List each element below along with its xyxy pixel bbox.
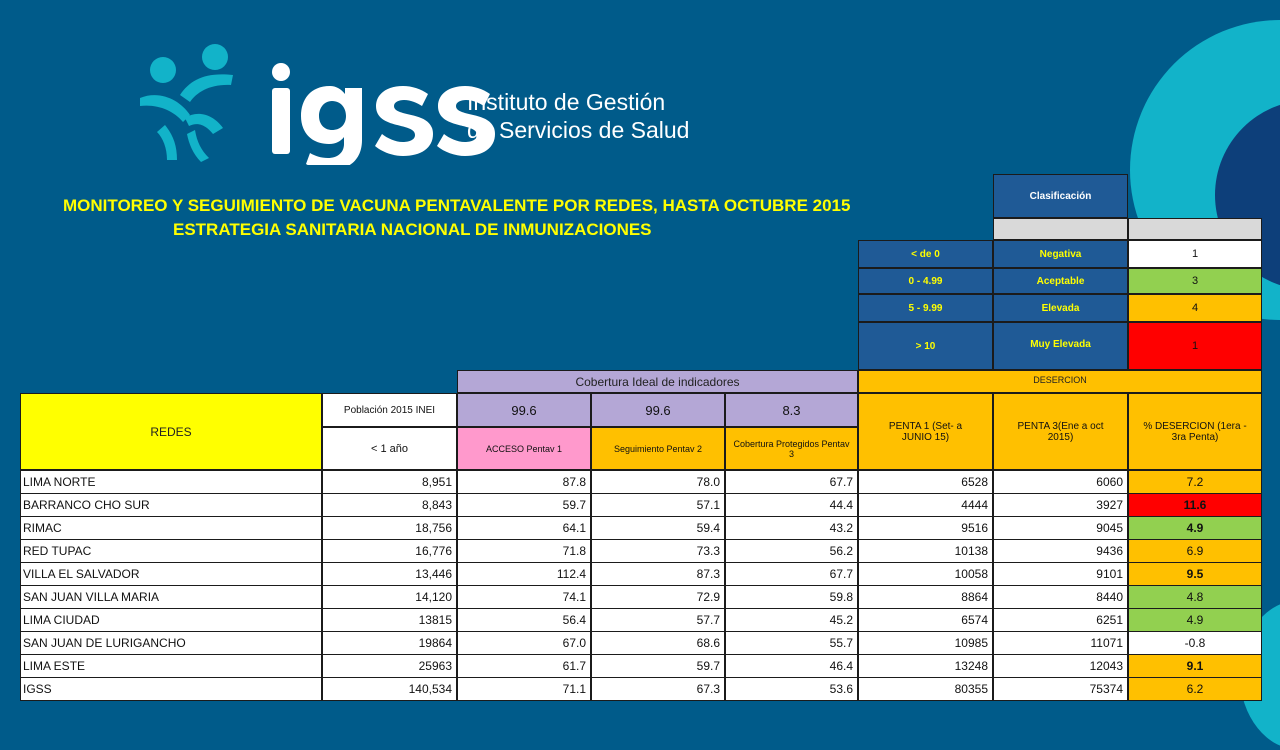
ideal-cobertura: 8.3 xyxy=(725,393,858,427)
table-cell-cobertura: 67.7 xyxy=(725,562,858,586)
table-cell-acceso: 61.7 xyxy=(457,654,591,678)
table-cell-acceso: 71.1 xyxy=(457,677,591,701)
desercion-pct-header: % DESERCION (1era - 3ra Penta) xyxy=(1128,393,1262,470)
table-cell-desercion: 7.2 xyxy=(1128,470,1262,494)
legend-range: > 10 xyxy=(858,322,993,370)
table-cell-acceso: 87.8 xyxy=(457,470,591,494)
table-cell-desercion: 9.1 xyxy=(1128,654,1262,678)
legend-spacer xyxy=(993,218,1128,240)
table-cell-red: IGSS xyxy=(20,677,322,701)
table-cell-seguimiento: 59.7 xyxy=(591,654,725,678)
table-cell-red: LIMA ESTE xyxy=(20,654,322,678)
table-cell-penta3: 9436 xyxy=(993,539,1128,563)
table-cell-poblacion: 8,951 xyxy=(322,470,457,494)
table-cell-red: LIMA NORTE xyxy=(20,470,322,494)
ideal-acceso: 99.6 xyxy=(457,393,591,427)
table-cell-penta3: 9045 xyxy=(993,516,1128,540)
table-cell-penta1: 4444 xyxy=(858,493,993,517)
table-cell-penta3: 6251 xyxy=(993,608,1128,632)
table-cell-desercion: -0.8 xyxy=(1128,631,1262,655)
cobertura-label: Cobertura Protegidos Pentav 3 xyxy=(725,427,858,470)
table-cell-red: SAN JUAN DE LURIGANCHO xyxy=(20,631,322,655)
legend-label: Aceptable xyxy=(993,268,1128,294)
logo-line-2: de Servicios de Salud xyxy=(467,117,690,143)
acceso-label: ACCESO Pentav 1 xyxy=(457,427,591,470)
table-cell-penta1: 10138 xyxy=(858,539,993,563)
table-cell-red: BARRANCO CHO SUR xyxy=(20,493,322,517)
table-cell-acceso: 67.0 xyxy=(457,631,591,655)
page-subtitle: ESTRATEGIA SANITARIA NACIONAL DE INMUNIZACIONES xyxy=(173,220,652,239)
igss-logo-mark xyxy=(135,40,465,165)
table-cell-seguimiento: 78.0 xyxy=(591,470,725,494)
logo-institute-name xyxy=(467,88,689,144)
igss-logo xyxy=(135,40,695,165)
table-cell-penta3: 12043 xyxy=(993,654,1128,678)
table-cell-penta3: 6060 xyxy=(993,470,1128,494)
table-cell-desercion: 4.8 xyxy=(1128,585,1262,609)
legend-label: Elevada xyxy=(993,294,1128,322)
table-cell-acceso: 74.1 xyxy=(457,585,591,609)
table-cell-penta3: 9101 xyxy=(993,562,1128,586)
poblacion-header: Población 2015 INEI xyxy=(322,393,457,427)
table-cell-acceso: 71.8 xyxy=(457,539,591,563)
ideal-seguimiento: 99.6 xyxy=(591,393,725,427)
table-cell-penta1: 80355 xyxy=(858,677,993,701)
table-cell-seguimiento: 67.3 xyxy=(591,677,725,701)
table-cell-penta1: 6528 xyxy=(858,470,993,494)
table-cell-poblacion: 14,120 xyxy=(322,585,457,609)
table-cell-poblacion: 13815 xyxy=(322,608,457,632)
table-cell-poblacion: 25963 xyxy=(322,654,457,678)
table-cell-acceso: 64.1 xyxy=(457,516,591,540)
table-cell-penta3: 3927 xyxy=(993,493,1128,517)
table-cell-cobertura: 53.6 xyxy=(725,677,858,701)
poblacion-subheader: < 1 año xyxy=(322,427,457,470)
table-cell-seguimiento: 87.3 xyxy=(591,562,725,586)
table-cell-cobertura: 45.2 xyxy=(725,608,858,632)
legend-label: Muy Elevada xyxy=(993,322,1128,370)
table-cell-penta1: 10058 xyxy=(858,562,993,586)
table-cell-desercion: 4.9 xyxy=(1128,516,1262,540)
table-cell-penta3: 75374 xyxy=(993,677,1128,701)
table-cell-seguimiento: 57.1 xyxy=(591,493,725,517)
table-cell-desercion: 11.6 xyxy=(1128,493,1262,517)
table-cell-cobertura: 59.8 xyxy=(725,585,858,609)
table-cell-red: RED TUPAC xyxy=(20,539,322,563)
desercion-header: DESERCION xyxy=(858,370,1262,393)
legend-label: Negativa xyxy=(993,240,1128,268)
table-cell-desercion: 4.9 xyxy=(1128,608,1262,632)
table-cell-acceso: 56.4 xyxy=(457,608,591,632)
table-cell-poblacion: 13,446 xyxy=(322,562,457,586)
table-cell-cobertura: 67.7 xyxy=(725,470,858,494)
table-cell-penta3: 11071 xyxy=(993,631,1128,655)
table-cell-seguimiento: 72.9 xyxy=(591,585,725,609)
table-cell-poblacion: 19864 xyxy=(322,631,457,655)
table-cell-penta1: 13248 xyxy=(858,654,993,678)
table-cell-cobertura: 46.4 xyxy=(725,654,858,678)
legend-count: 4 xyxy=(1128,294,1262,322)
legend-range: 5 - 9.99 xyxy=(858,294,993,322)
legend-range: 0 - 4.99 xyxy=(858,268,993,294)
table-cell-poblacion: 8,843 xyxy=(322,493,457,517)
table-cell-cobertura: 43.2 xyxy=(725,516,858,540)
table-cell-desercion: 9.5 xyxy=(1128,562,1262,586)
legend-header: Clasificación xyxy=(993,174,1128,218)
legend-count: 3 xyxy=(1128,268,1262,294)
table-cell-cobertura: 55.7 xyxy=(725,631,858,655)
legend-count: 1 xyxy=(1128,240,1262,268)
legend-count: 1 xyxy=(1128,322,1262,370)
page-title: MONITOREO Y SEGUIMIENTO DE VACUNA PENTAVALENTE POR REDES, HASTA OCTUBRE 2015 xyxy=(63,196,851,215)
table-cell-seguimiento: 73.3 xyxy=(591,539,725,563)
table-cell-penta1: 8864 xyxy=(858,585,993,609)
table-cell-seguimiento: 59.4 xyxy=(591,516,725,540)
table-cell-penta1: 6574 xyxy=(858,608,993,632)
table-cell-red: SAN JUAN VILLA MARIA xyxy=(20,585,322,609)
table-cell-seguimiento: 57.7 xyxy=(591,608,725,632)
table-cell-cobertura: 56.2 xyxy=(725,539,858,563)
logo-line-1: Instituto de Gestión xyxy=(467,89,666,115)
table-cell-red: VILLA EL SALVADOR xyxy=(20,562,322,586)
table-cell-cobertura: 44.4 xyxy=(725,493,858,517)
table-cell-acceso: 59.7 xyxy=(457,493,591,517)
table-cell-poblacion: 18,756 xyxy=(322,516,457,540)
table-cell-penta1: 9516 xyxy=(858,516,993,540)
table-cell-penta1: 10985 xyxy=(858,631,993,655)
table-cell-red: RIMAC xyxy=(20,516,322,540)
table-cell-poblacion: 16,776 xyxy=(322,539,457,563)
penta1-header: PENTA 1 (Set- a JUNIO 15) xyxy=(858,393,993,470)
redes-header: REDES xyxy=(20,393,322,470)
table-cell-desercion: 6.2 xyxy=(1128,677,1262,701)
cobertura-header: Cobertura Ideal de indicadores xyxy=(457,370,858,393)
seguimiento-label: Seguimiento Pentav 2 xyxy=(591,427,725,470)
table-cell-penta3: 8440 xyxy=(993,585,1128,609)
legend-range: < de 0 xyxy=(858,240,993,268)
table-cell-red: LIMA CIUDAD xyxy=(20,608,322,632)
penta3-header: PENTA 3(Ene a oct 2015) xyxy=(993,393,1128,470)
table-cell-desercion: 6.9 xyxy=(1128,539,1262,563)
table-cell-acceso: 112.4 xyxy=(457,562,591,586)
legend-spacer xyxy=(1128,218,1262,240)
table-cell-seguimiento: 68.6 xyxy=(591,631,725,655)
table-cell-poblacion: 140,534 xyxy=(322,677,457,701)
